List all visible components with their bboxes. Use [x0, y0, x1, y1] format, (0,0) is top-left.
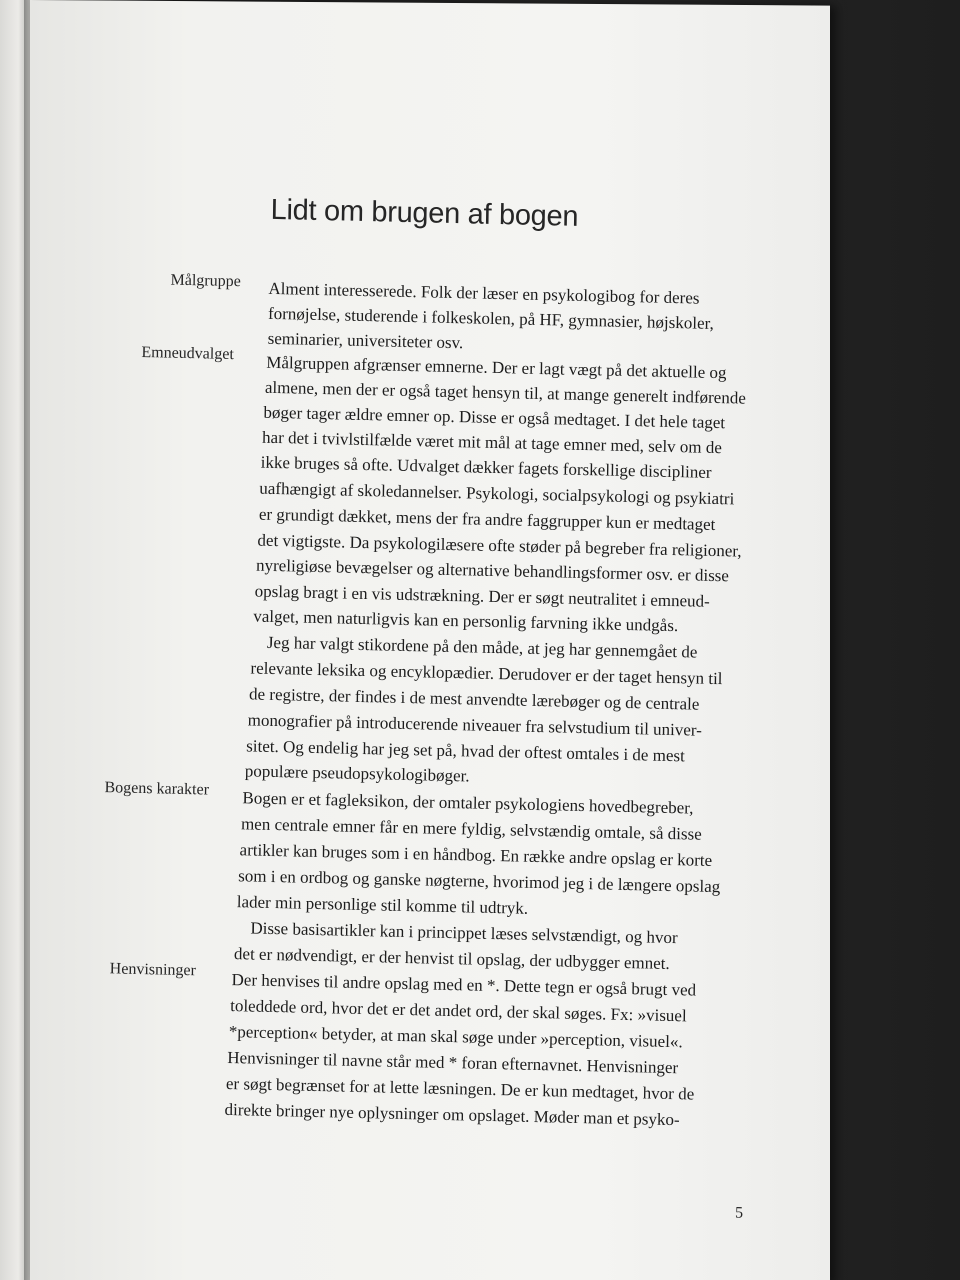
text-line: det vigtigste. Da psykologilæsere ofte støder på begreber fra religioner, — [257, 530, 742, 561]
text-line: Alment interesserede. Folk der læser en psykologibog for deres — [268, 278, 700, 308]
text-line: direkte bringer nye oplysninger om opslaget. Møder man et psyko- — [224, 1099, 680, 1130]
section-label-maalgruppe: Målgruppe — [170, 271, 241, 291]
text-line: populære pseudopsykologibøger. — [244, 761, 470, 786]
text-line: ikke bruges så ofte. Udvalget dækker fagets forskellige discipliner — [260, 452, 712, 482]
text-line: men centrale emner får en mere fyldig, selvstændig omtale, så disse — [240, 814, 702, 844]
text-line: relevante leksika og encyklopædier. Derudover er der taget hensyn til — [250, 658, 723, 689]
text-line: opslag bragt i en vis udstrækning. Der er søgt neutralitet i emneud- — [254, 581, 710, 611]
text-line: som i en ordbog og ganske nøgterne, hvorimod jeg i de længere opslag — [238, 866, 721, 897]
page-title: Lidt om brugen af bogen — [270, 193, 579, 233]
text-line: Henvisninger til navne står med * foran efternavnet. Henvisninger — [227, 1047, 679, 1078]
text-line: fornøjelse, studerende i folkeskolen, på HF, gymnasier, højskoler, — [267, 303, 714, 333]
text-line: er søgt begrænset for at lette læsningen. De er kun medtaget, hvor de — [225, 1073, 695, 1104]
text-line: toleddede ord, hvor det er det andet ord, der skal søges. Fx: »visuel — [230, 996, 687, 1026]
text-line: er grundigt dækket, mens der fra andre faggrupper kun er medtaget — [258, 504, 716, 534]
text-line: Disse basisartikler kan i princippet læses selvstændigt, og hvor — [250, 918, 678, 948]
page-number: 5 — [734, 1204, 744, 1222]
text-line: uafhængigt af skoledannelser. Psykologi, socialpsykologi og psykiatri — [259, 478, 735, 509]
text-line: har det i tvivlstilfælde været mit mål at tage emner med, selv om de — [261, 427, 723, 458]
text-line: de registre, der findes i de mest anvendte lærebøger og de centrale — [248, 684, 700, 714]
text-line: nyreligiøse bevægelser og alternative behandlingsformer osv. er disse — [255, 555, 730, 586]
text-line: seminarier, universiteter osv. — [267, 328, 464, 353]
section-label-bogens-karakter: Bogens karakter — [104, 779, 210, 799]
facing-page-edge — [0, 0, 26, 1280]
text-line: Jeg har valgt stikordene på den måde, at jeg har gennemgået de — [266, 632, 698, 662]
text-line: Målgruppen afgrænser emnerne. Der er lagt vægt på det aktuelle og — [266, 352, 727, 383]
text-line: sitet. Og endelig har jeg set på, hvad der oftest omtales i de mest — [246, 736, 685, 766]
text-line: det er nødvendigt, er der henvist til opslag, der udbygger emnet. — [233, 944, 670, 974]
book-page — [30, 0, 830, 1280]
section-label-henvisninger: Henvisninger — [109, 960, 197, 980]
section-label-emneudvalget: Emneudvalget — [141, 343, 234, 364]
text-line: monografier på introducerende niveauer fra selvstudium til univer- — [247, 710, 703, 740]
text-line: almene, men der er også taget hensyn til, at mange generelt indførende — [264, 377, 747, 408]
page-content — [21, 0, 841, 1280]
text-line: *perception« betyder, at man skal søge under »perception, visuel«. — [228, 1022, 683, 1052]
text-line: valget, men naturligvis kan en personlig farvning ikke undgås. — [253, 606, 679, 636]
text-line: bøger tager ældre emner op. Disse er også medtaget. I det hele taget — [263, 402, 726, 433]
text-line: artikler kan bruges som i en håndbog. En række andre opslag er korte — [239, 840, 713, 870]
text-line: lader min personlige stil komme til udtryk. — [236, 892, 529, 918]
text-line: Der henvises til andre opslag med en *. Dette tegn er også brugt ved — [231, 970, 697, 1000]
text-line: Bogen er et fagleksikon, der omtaler psykologiens hovedbegreber, — [242, 788, 694, 818]
